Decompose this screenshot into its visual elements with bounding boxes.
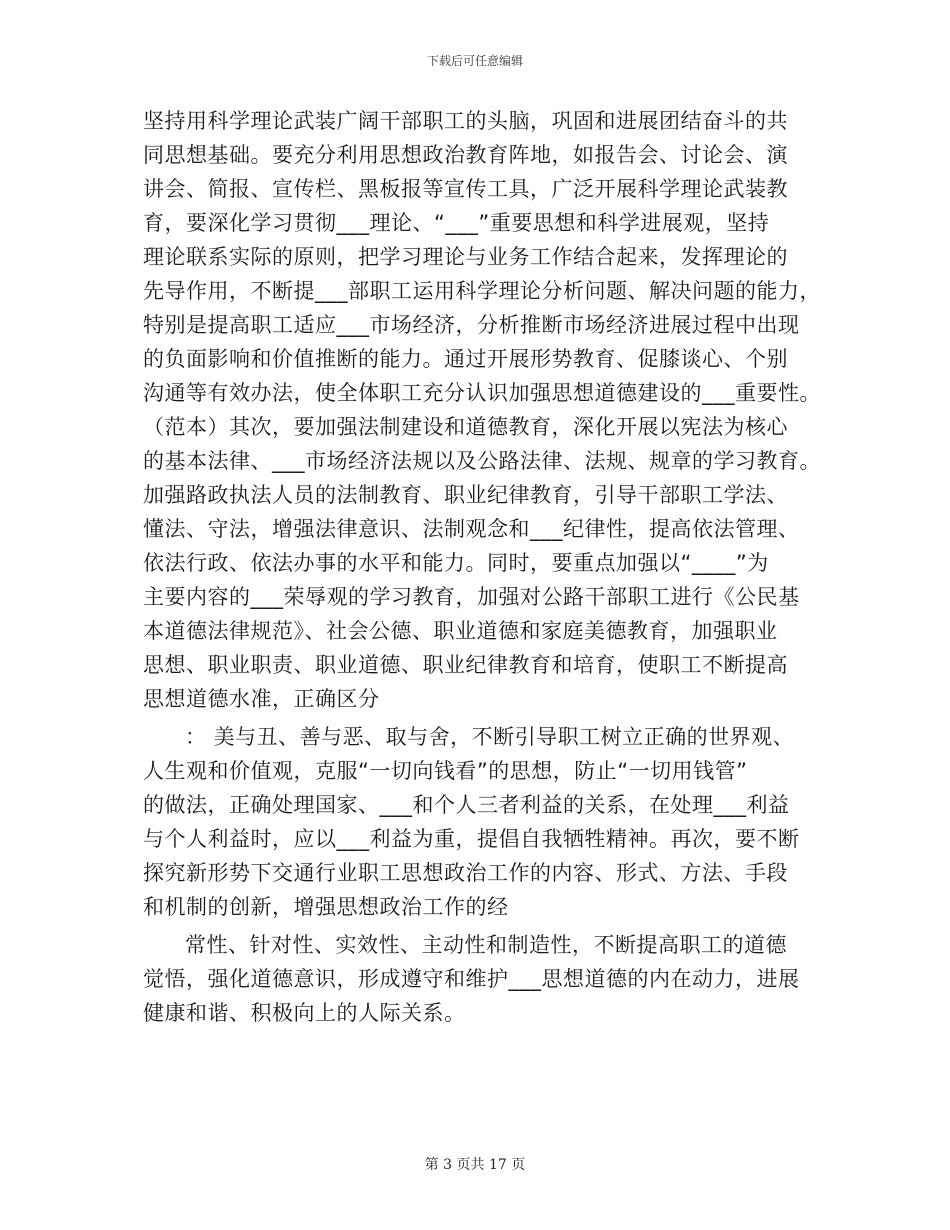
text-line: 思想、职业职责、职业道德、职业纪律教育和培育，使职工不断提高 bbox=[143, 653, 788, 677]
text-line: 理论联系实际的原则，把学习理论与业务工作结合起来，发挥理论的 bbox=[143, 245, 788, 269]
text-line: 讲会、简报、宣传栏、黑板报等宣传工具，广泛开展科学理论武装教 bbox=[143, 177, 788, 201]
page-number-footer: 第 3 页共 17 页 bbox=[424, 1157, 526, 1173]
text-line: 坚持用科学理论武装广阔干部职工的头脑，巩固和进展团结奋斗的共 bbox=[143, 109, 788, 133]
page-header-note: 下载后可任意编辑 bbox=[426, 54, 523, 68]
text-line: 懂法、守法，增强法律意识、法制观念和___纪律性，提高依法管理、 bbox=[143, 517, 800, 541]
text-line: 的基本法律、___市场经济法规以及公路法律、法规、规章的学习教育。 bbox=[143, 449, 821, 473]
text-line: 健康和谐、积极向上的人际关系。 bbox=[143, 1001, 466, 1025]
paragraph-3 bbox=[143, 928, 833, 1030]
text-line: 本道德法律规范》、社会公德、职业道德和家庭美德教育，加强职业 bbox=[143, 619, 778, 643]
text-line: 常性、针对性、实效性、主动性和制造性，不断提高职工的道德 bbox=[185, 933, 787, 957]
text-line: 特别是提高职工适应___市场经济，分析推断市场经济进展过程中出现 bbox=[143, 313, 800, 337]
text-line: 主要内容的___荣辱观的学习教育，加强对公路干部职工进行《公民基 bbox=[143, 585, 800, 609]
text-line: 的做法，正确处理国家、___和个人三者利益的关系，在处理___利益 bbox=[143, 793, 790, 817]
text-line: 思想道德水准，正确区分 bbox=[143, 687, 380, 711]
text-line: 先导作用，不断提___部职工运用科学理论分析问题、解决问题的能力， bbox=[143, 279, 821, 303]
document-body bbox=[143, 104, 833, 1030]
text-line: 的负面影响和价值推断的能力。通过开展形势教育、促膝谈心、个别 bbox=[143, 347, 788, 371]
paragraph-1 bbox=[143, 104, 833, 716]
text-line: 人生观和价值观，克服“一切向钱看”的思想，防止“一切用钱管” bbox=[143, 759, 748, 783]
text-line: 觉悟，强化道德意识，形成遵守和维护___思想道德的内在动力，进展 bbox=[143, 967, 800, 991]
text-line: 育，要深化学习贯彻___理论、“___”重要思想和科学进展观，坚持 bbox=[143, 211, 770, 235]
text-line: 与个人利益时，应以___利益为重，提倡自我牺牲精神。再次，要不断 bbox=[143, 827, 800, 851]
text-line: 同思想基础。要充分利用思想政治教育阵地，如报告会、讨论会、演 bbox=[143, 143, 788, 167]
text-line: 加强路政执法人员的法制教育、职业纪律教育，引导干部职工学法、 bbox=[143, 483, 788, 507]
text-line: 探究新形势下交通行业职工思想政治工作的内容、形式、方法、手段 bbox=[143, 861, 788, 885]
text-line: 和机制的创新，增强思想政治工作的经 bbox=[143, 895, 509, 919]
text-line: ： 美与丑、善与恶、取与舍，不断引导职工树立正确的世界观、 bbox=[185, 725, 795, 749]
text-line: （范本）其次，要加强法制建设和道德教育，深化开展以宪法为核心 bbox=[143, 415, 788, 439]
text-line: 沟通等有效办法，使全体职工充分认识加强思想道德建设的___重要性。 bbox=[143, 381, 821, 405]
paragraph-2 bbox=[143, 720, 833, 924]
text-line: 依法行政、依法办事的水平和能力。同时，要重点加强以“____”为 bbox=[143, 551, 769, 575]
